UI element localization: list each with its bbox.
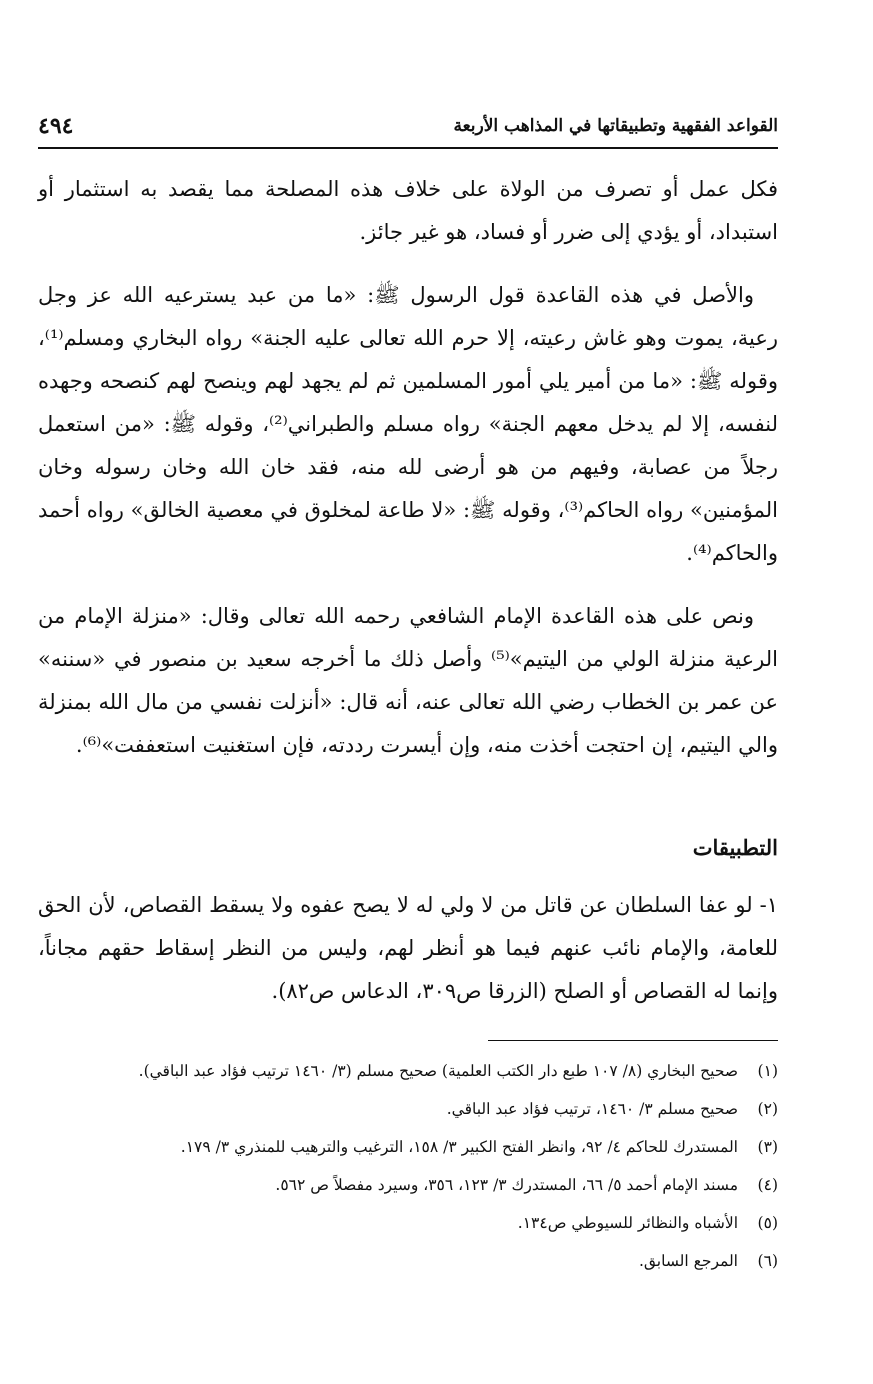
- footnote-number: (٤): [757, 1176, 778, 1194]
- footnote-text: مسند الإمام أحمد ٥/ ٦٦، المستدرك ٣/ ١٢٣، ٣٥٦، وسيرد مفصلاً ص ٥٦٢.: [275, 1176, 738, 1194]
- footnote: [38, 1090, 778, 1128]
- application-item-1: ١- لو عفا السلطان عن قاتل من لا ولي له لا يصح عفوه ولا يسقط القصاص، لأن الحق للعامة، والإمام نائب عنهم فيما هو أنظر لهم، وليس من النظر إسقاط حقهم مجاناً، وإنما له القصاص أو الصلح (الزرقا ص٣٠٩، الدعاس ص٨٢).: [38, 893, 778, 1003]
- footnote: [38, 1052, 778, 1090]
- footnote-number: (٥): [757, 1214, 778, 1232]
- footnote-number: (٢): [757, 1100, 778, 1118]
- footnote-number: (٣): [757, 1138, 778, 1156]
- footnote: [38, 1204, 778, 1242]
- footnote-number: (١): [757, 1062, 778, 1080]
- header-rule: [38, 147, 778, 149]
- paragraph-2: والأصل في هذه القاعدة قول الرسول ﷺ: «ما من عبد يسترعيه الله عز وجل رعية، يموت وهو غاش رعيته، إلا حرم الله تعالى عليه الجنة» رواه البخاري ومسلم⁽¹⁾، وقوله ﷺ: «ما من أمير يلي أمور المسلمين ثم لم يجهد لهم وينصح لهم كنصحه وجهده لنفسه، إلا لم يدخل معهم الجنة» رواه مسلم والطبراني⁽²⁾، وقوله ﷺ: «من استعمل رجلاً من عصابة، وفيهم من هو أرضى لله منه، فقد خان الله وخان رسوله وخان المؤمنين» رواه الحاكم⁽³⁾، وقوله ﷺ: «لا طاعة لمخلوق في معصية الخالق» رواه أحمد والحاكم⁽⁴⁾.: [38, 283, 778, 565]
- footnote-text: الأشباه والنظائر للسيوطي ص١٣٤.: [517, 1214, 738, 1232]
- footnote-text: صحيح البخاري (٨/ ١٠٧ طبع دار الكتب العلمية) صحيح مسلم (٣/ ١٤٦٠ ترتيب فؤاد عبد الباقي).: [138, 1062, 738, 1080]
- footnote: [38, 1242, 778, 1280]
- footnote: [38, 1128, 778, 1166]
- footnote-rule: [488, 1040, 778, 1041]
- paragraph-1: فكل عمل أو تصرف من الولاة على خلاف هذه المصلحة مما يقصد به استثمار أو استبداد، أو يؤدي إلى ضرر أو فساد، هو غير جائز.: [38, 177, 778, 244]
- footnote-text: صحيح مسلم ٣/ ١٤٦٠، ترتيب فؤاد عبد الباقي.: [446, 1100, 738, 1118]
- book-page: [38, 0, 778, 1384]
- page-number: ٤٩٤: [38, 113, 74, 139]
- running-title: القواعد الفقهية وتطبيقاتها في المذاهب الأربعة: [453, 116, 778, 136]
- footnote-number: (٦): [757, 1252, 778, 1270]
- main-text: [38, 168, 778, 787]
- footnote: [38, 1166, 778, 1204]
- footnote-text: المرجع السابق.: [638, 1252, 738, 1270]
- page-header: [38, 106, 778, 146]
- section-heading: التطبيقات: [692, 835, 778, 860]
- paragraph-3: ونص على هذه القاعدة الإمام الشافعي رحمه الله تعالى وقال: «منزلة الإمام من الرعية منزلة الولي من اليتيم»⁽⁵⁾ وأصل ذلك ما أخرجه سعيد بن منصور في «سننه» عن عمر بن الخطاب رضي الله تعالى عنه، أنه قال: «أنزلت نفسي من مال الله بمنزلة والي اليتيم، إن احتجت أخذت منه، وإن أيسرت رددته، فإن استغنيت استعففت»⁽⁶⁾.: [38, 604, 779, 757]
- footnotes: [38, 1052, 778, 1280]
- footnote-text: المستدرك للحاكم ٤/ ٩٢، وانظر الفتح الكبير ٣/ ١٥٨، الترغيب والترهيب للمنذري ٣/ ١٧٩.: [180, 1138, 738, 1156]
